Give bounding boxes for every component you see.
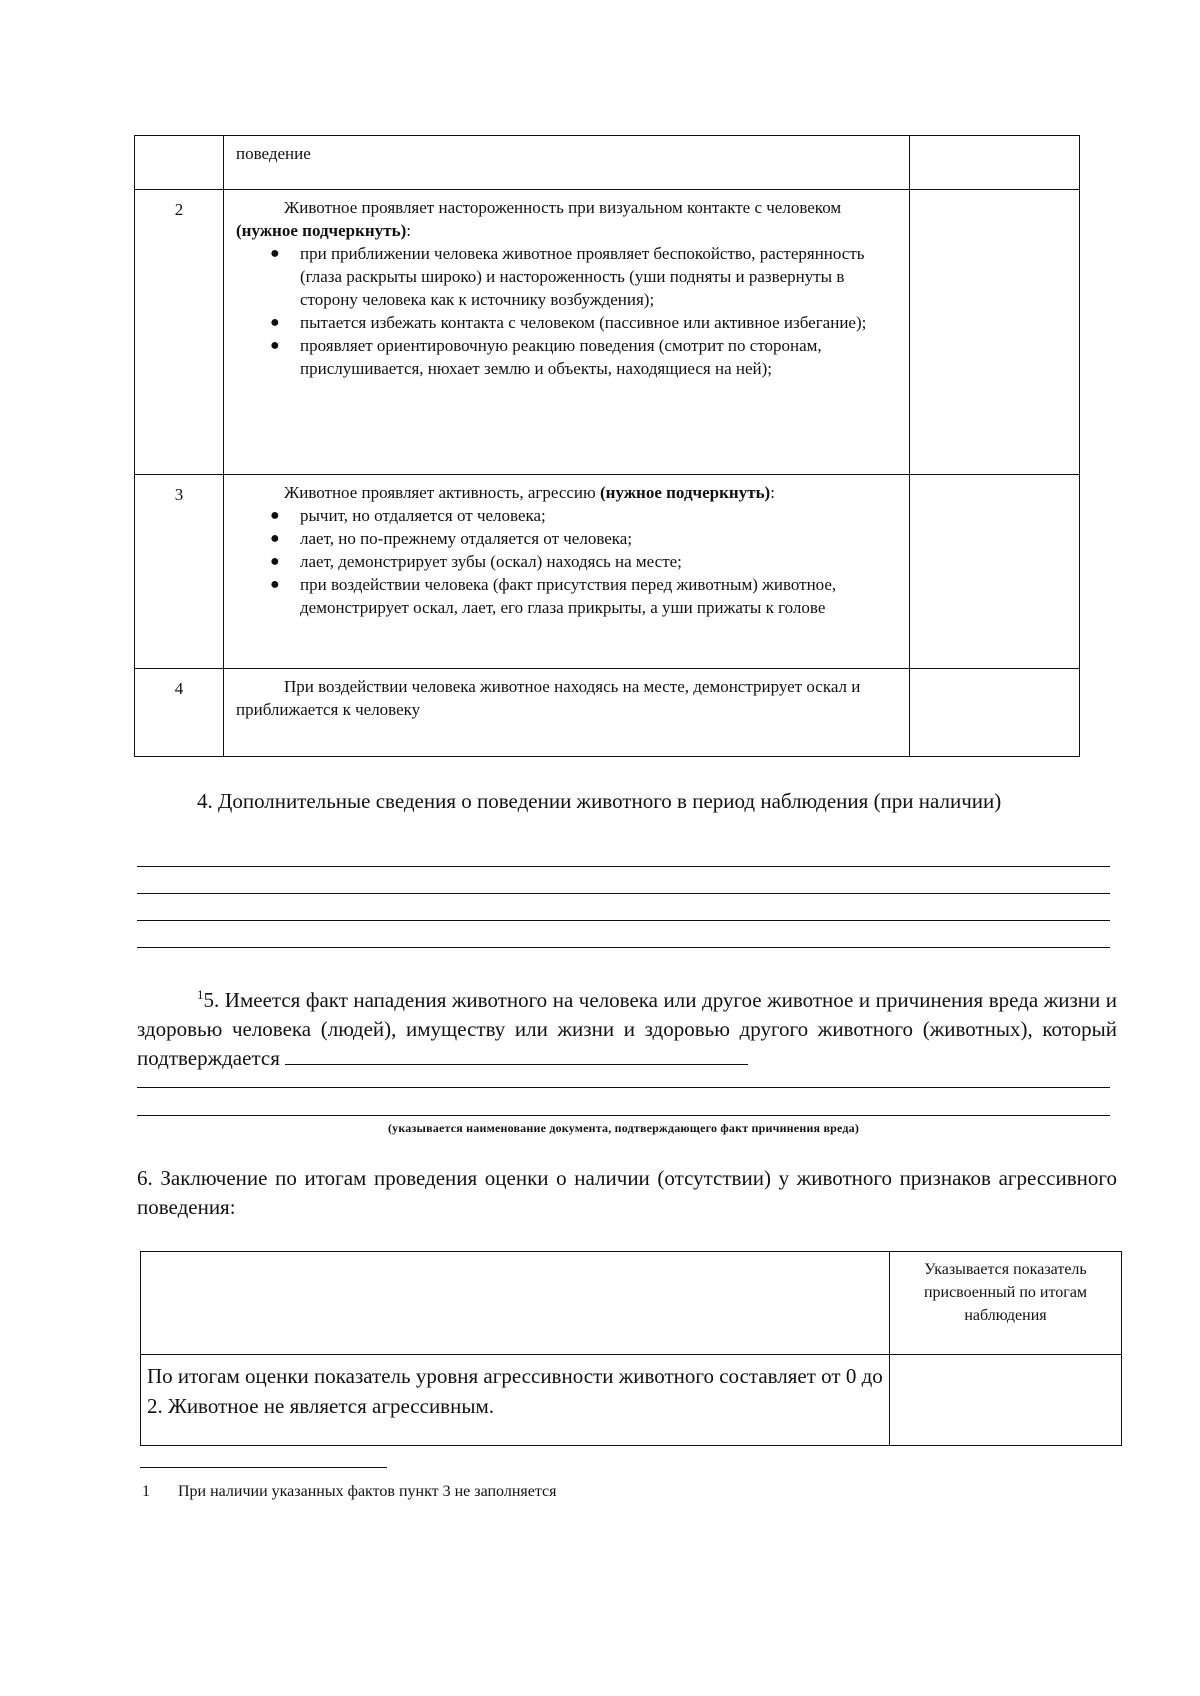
section-6-text: 6. Заключение по итогам проведения оценки о наличии (отсутствии) у животного признаков агрессивного поведения: [137,1166,1117,1219]
row-number-cell [135,136,224,190]
fill-line[interactable] [137,866,1110,867]
bullet-icon: ● [270,337,280,354]
bullet-list [236,242,899,380]
behavior-table [134,135,1080,757]
footnote-number: 1 [142,1483,150,1500]
score-cell [910,669,1080,757]
table-row-continuation [135,136,1080,190]
list-item: ● при воздействии человека (факт присутствия перед животным) животное, демонстрирует оскал, лает, его глаза прикрыты, а уши прижаты к голове [270,575,837,617]
list-item: ● рычит, но отдаляется от человека; [270,506,546,525]
continuation-text: поведение [236,144,311,163]
conclusion-text: По итогам оценки показатель уровня агрессивности животного составляет от 0 до 2. Животное не является агрессивным. [141,1355,890,1446]
fill-line[interactable] [137,1115,1110,1116]
bullet-icon: ● [270,553,280,570]
row-description-cell [224,475,910,669]
list-item: ● проявляет ориентировочную реакцию поведения (смотрит по сторонам, прислушивается, нюхает землю и объекты, находящиеся на ней); [270,336,822,378]
bullet-list [236,504,899,619]
section-4-text: 4. Дополнительные сведения о поведении животного в период наблюдения (при наличии) [197,789,1002,813]
table-row-4 [135,669,1080,757]
score-cell [910,136,1080,190]
fill-line[interactable] [137,920,1110,921]
emphasis-text: (нужное подчеркнуть) [236,221,407,240]
bullet-icon: ● [270,576,280,593]
conclusion-table [140,1251,1122,1446]
row-number-cell: 2 [135,190,224,475]
fill-line-inline[interactable] [285,1044,748,1065]
footnote-separator [140,1467,387,1468]
row-description-cell [224,190,910,475]
fill-line[interactable] [137,893,1110,894]
list-item: ● лает, но по-прежнему отдаляется от человека; [270,529,633,548]
header-empty-cell [141,1252,890,1355]
emphasis-text: (нужное подчеркнуть) [599,483,771,502]
row-description-cell [224,669,910,757]
table-row-2 [135,190,1080,475]
row-number-cell: 4 [135,669,224,757]
footnote [142,1482,557,1502]
section-5-text: $^1$5. Имеется факт нападения животного на человека или другое животное и причинения вреда жизни и здоровью человека (людей), имуществу или жизни и здоровью другого животного (животных), который подтверждается [137,987,1117,1070]
bullet-icon: ● [270,507,280,524]
footnote-marker: 1 [197,987,204,1002]
row-lead-text: Животное проявляет активность, агрессию (нужное подчеркнуть): [284,483,775,502]
list-item: ● при приближении человека животное проявляет беспокойство, растерянность (глаза раскрыты широко) и настороженность (уши подняты и развернуты в сторону человека как к источнику возбуждения); [270,244,865,309]
fill-line[interactable] [137,947,1110,948]
list-item: ● пытается избежать контакта с человеком (пассивное или активное избегание); [270,313,867,332]
bullet-icon: ● [270,530,280,547]
score-cell [910,190,1080,475]
table-row-3 [135,475,1080,669]
row-description-cell [224,136,910,190]
row-lead-text: Животное проявляет настороженность при визуальном контакте с человеком (нужное подчеркнуть): [236,198,842,240]
table-row-conclusion [141,1355,1122,1446]
fill-line[interactable] [137,1087,1110,1088]
bullet-icon: ● [270,314,280,331]
table-row-header [141,1252,1122,1355]
score-cell [910,475,1080,669]
bullet-icon: ● [270,245,280,262]
header-score-cell: Указывается показатель присвоенный по итогам наблюдения [890,1252,1122,1355]
row-number-cell: 3 [135,475,224,669]
field-caption: (указывается наименование документа, подтверждающего факт причинения вреда) [387,1121,860,1135]
list-item: ● лает, демонстрирует зубы (оскал) находясь на месте; [270,552,682,571]
score-cell[interactable] [890,1355,1122,1446]
footnote-text: При наличии указанных фактов пункт 3 не заполняется [178,1483,557,1500]
row-text: При воздействии человека животное находясь на месте, демонстрирует оскал и приближается к человеку [236,677,861,719]
